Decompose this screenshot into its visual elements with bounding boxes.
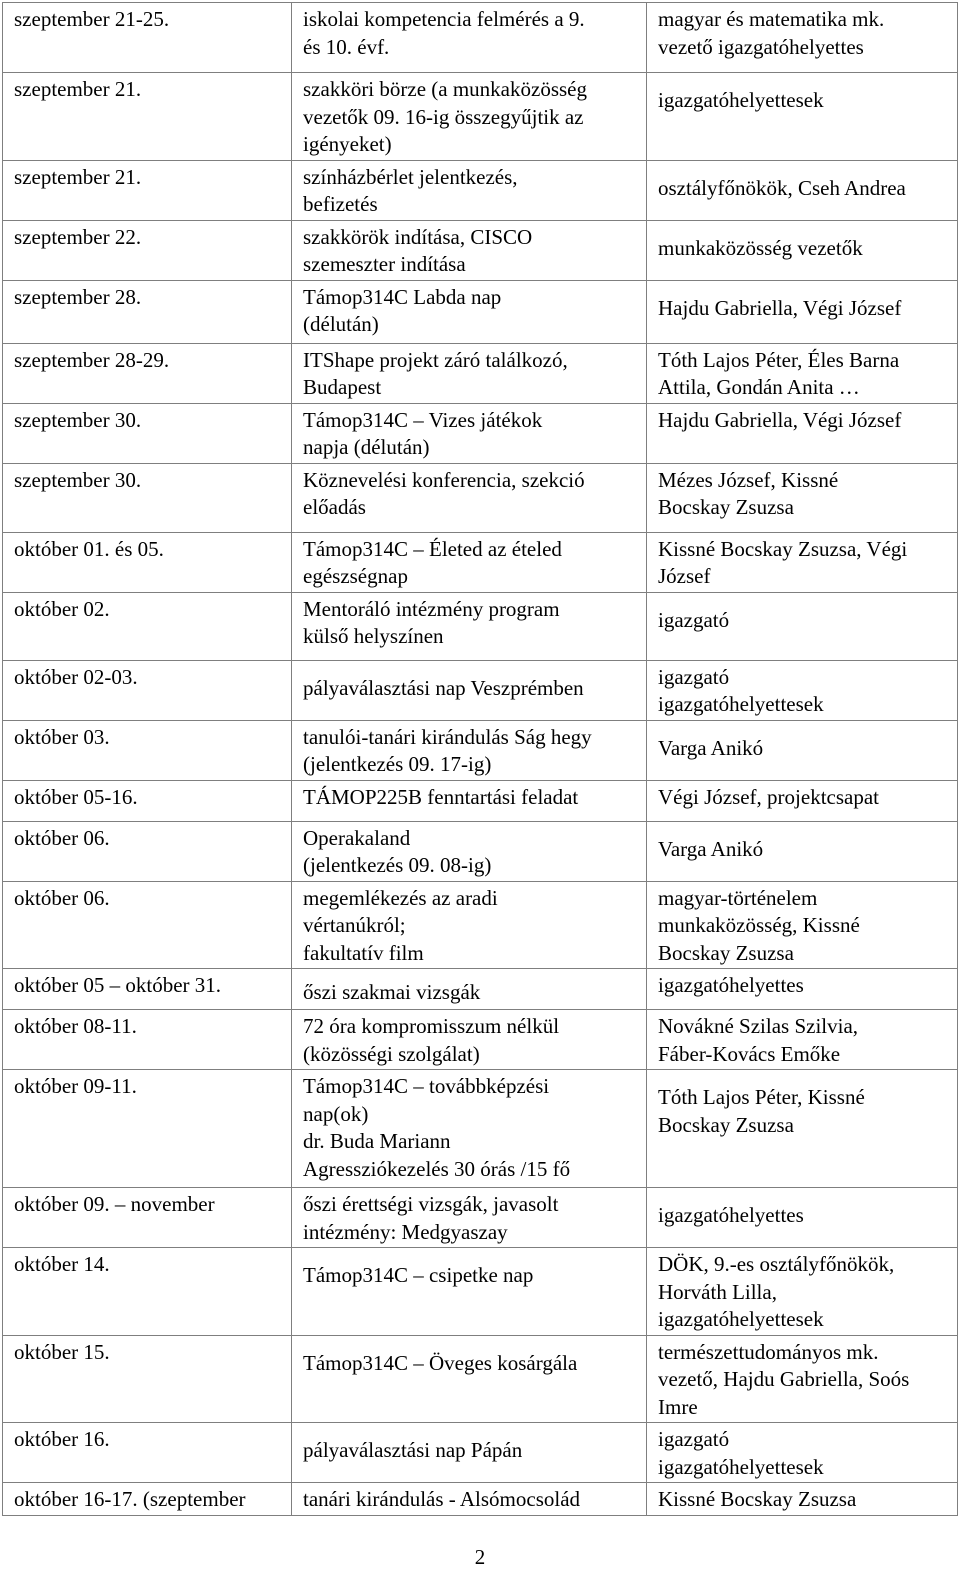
responsible-cell	[647, 592, 958, 660]
event-cell	[292, 780, 647, 821]
responsible-cell	[647, 280, 958, 343]
date-cell	[3, 1248, 292, 1336]
schedule-row	[3, 821, 958, 881]
date-cell	[3, 463, 292, 532]
event-cell-line: Budapest	[303, 375, 382, 399]
event-cell-line: iskolai kompetencia felmérés a 9.	[303, 7, 585, 31]
schedule-row	[3, 1483, 958, 1516]
event-cell-line: TÁMOP225B fenntartási feladat	[303, 784, 579, 809]
date-cell	[3, 780, 292, 821]
date-cell	[3, 73, 292, 161]
event-cell	[292, 73, 647, 161]
event-cell-line: (jelentkezés 09. 08-ig)	[303, 853, 492, 877]
date-cell	[3, 720, 292, 780]
date-cell	[3, 280, 292, 343]
event-cell-line: pályaválasztási nap Veszprémben	[303, 675, 584, 700]
event-cell	[292, 1010, 647, 1070]
event-cell	[292, 660, 647, 720]
event-cell-line: Támop314C – Életed az ételed	[303, 536, 562, 561]
responsible-cell-line: Bocskay Zsuzsa	[658, 940, 794, 965]
schedule-row	[3, 73, 958, 161]
date-cell	[3, 1423, 292, 1483]
date-cell-line: október 15.	[14, 1339, 110, 1364]
schedule-body	[3, 3, 958, 1516]
event-cell-line: megemlékezés az aradi	[303, 885, 498, 910]
event-cell-line: szakköri börze (a munkaközösség	[303, 77, 587, 101]
event-cell-line: és 10. évf.	[303, 34, 390, 59]
responsible-cell	[647, 1483, 958, 1516]
schedule-row	[3, 881, 958, 969]
event-cell-line: színházbérlet jelentkezés,	[303, 164, 518, 189]
date-cell	[3, 160, 292, 220]
event-cell	[292, 1335, 647, 1423]
event-cell	[292, 1070, 647, 1188]
responsible-cell-line: DÖK, 9.-es osztályfőnökök,	[658, 1252, 895, 1276]
responsible-cell	[647, 969, 958, 1010]
date-cell-line: október 05 – október 31.	[14, 973, 222, 997]
responsible-cell	[647, 881, 958, 969]
schedule-row	[3, 1248, 958, 1336]
date-cell-line: október 02.	[14, 596, 110, 621]
date-cell-line: szeptember 21.	[14, 77, 142, 101]
responsible-cell	[647, 343, 958, 403]
responsible-cell-line: igazgatóhelyettesek	[658, 88, 824, 112]
responsible-cell-line: Fáber-Kovács Emőke	[658, 1041, 841, 1066]
event-cell-line: Agressziókezelés 30 órás /15 fő	[303, 1156, 571, 1181]
event-cell-line: Operakaland	[303, 825, 411, 850]
date-cell-line: szeptember 28-29.	[14, 347, 170, 372]
responsible-cell	[647, 463, 958, 532]
event-cell	[292, 720, 647, 780]
event-cell-line: intézmény: Medgyaszay	[303, 1219, 508, 1244]
event-cell-line: előadás	[303, 495, 366, 519]
schedule-row	[3, 463, 958, 532]
schedule-row	[3, 280, 958, 343]
schedule-row	[3, 1188, 958, 1248]
date-cell	[3, 881, 292, 969]
event-cell	[292, 220, 647, 280]
date-cell-line: szeptember 30.	[14, 467, 142, 492]
event-cell	[292, 1248, 647, 1336]
date-cell-line: október 06.	[14, 825, 110, 850]
page-number: 2	[474, 1545, 486, 1569]
schedule-row	[3, 1335, 958, 1423]
event-cell-line: Támop314C – Vizes játékok	[303, 407, 543, 432]
responsible-cell-line: igazgató	[658, 607, 730, 632]
event-cell-line: befizetés	[303, 192, 378, 216]
event-cell-line: vezetők 09. 16-ig összegyűjtik az	[303, 104, 584, 129]
event-cell-line: külső helyszínen	[303, 624, 444, 648]
event-cell-line: őszi szakmai vizsgák	[303, 980, 481, 1004]
event-cell-line: ITShape projekt záró találkozó,	[303, 347, 568, 372]
date-cell-line: október 09. – november	[14, 1192, 215, 1216]
responsible-cell	[647, 1248, 958, 1336]
event-cell-line: pályaválasztási nap Pápán	[303, 1438, 523, 1462]
event-cell	[292, 403, 647, 463]
event-cell-line: egészségnap	[303, 564, 408, 588]
date-cell-line: szeptember 22.	[14, 224, 142, 249]
responsible-cell-line: igazgató	[658, 664, 730, 689]
responsible-cell-line: Kissné Bocskay Zsuzsa	[658, 1487, 857, 1511]
event-cell-line: 72 óra kompromisszum nélkül	[303, 1014, 560, 1038]
schedule-row	[3, 532, 958, 592]
event-cell	[292, 463, 647, 532]
date-cell-line: október 16-17. (szeptember	[14, 1487, 246, 1511]
event-cell-line: Támop314C Labda nap	[303, 284, 502, 309]
responsible-cell-line: Végi József, projektcsapat	[658, 784, 880, 809]
date-cell	[3, 1188, 292, 1248]
date-cell-line: október 02-03.	[14, 664, 138, 689]
date-cell-line: október 09-11.	[14, 1074, 137, 1098]
event-cell	[292, 969, 647, 1010]
event-cell	[292, 1188, 647, 1248]
schedule-row	[3, 1423, 958, 1483]
schedule-row	[3, 780, 958, 821]
date-cell-line: október 06.	[14, 885, 110, 910]
event-cell-line: (közösségi szolgálat)	[303, 1041, 480, 1066]
responsible-cell-line: természettudományos mk.	[658, 1339, 879, 1364]
schedule-table	[2, 2, 958, 1516]
responsible-cell	[647, 1335, 958, 1423]
responsible-cell-line: osztályfőnökök, Cseh Andrea	[658, 175, 906, 200]
event-cell-line: nap(ok)	[303, 1101, 369, 1126]
event-cell-line: (délután)	[303, 312, 379, 336]
schedule-row	[3, 220, 958, 280]
schedule-row	[3, 969, 958, 1010]
schedule-row	[3, 403, 958, 463]
responsible-cell-line: igazgató	[658, 1427, 730, 1451]
responsible-cell	[647, 160, 958, 220]
event-cell	[292, 3, 647, 73]
responsible-cell-line: Attila, Gondán Anita …	[658, 375, 860, 399]
date-cell	[3, 821, 292, 881]
responsible-cell-line: igazgatóhelyettes	[658, 1203, 804, 1227]
event-cell	[292, 1483, 647, 1516]
date-cell	[3, 403, 292, 463]
event-cell-line: vértanúkról;	[303, 913, 406, 937]
responsible-cell-line: munkaközösség, Kissné	[658, 913, 860, 937]
schedule-row	[3, 592, 958, 660]
responsible-cell-line: Varga Anikó	[658, 735, 764, 760]
date-cell-line: október 14.	[14, 1252, 110, 1276]
responsible-cell-line: Tóth Lajos Péter, Éles Barna	[658, 347, 900, 372]
responsible-cell	[647, 532, 958, 592]
responsible-cell-line: igazgatóhelyettes	[658, 973, 804, 997]
date-cell-line: október 08-11.	[14, 1014, 137, 1038]
schedule-row	[3, 3, 958, 73]
date-cell	[3, 1483, 292, 1516]
date-cell	[3, 532, 292, 592]
event-cell	[292, 592, 647, 660]
responsible-cell	[647, 1423, 958, 1483]
event-cell-line: Támop314C – csipetke nap	[303, 1263, 534, 1287]
date-cell-line: szeptember 21.	[14, 164, 142, 189]
date-cell	[3, 1010, 292, 1070]
date-cell-line: szeptember 21-25.	[14, 7, 170, 31]
responsible-cell-line: igazgatóhelyettesek	[658, 692, 824, 716]
event-cell-line: tanulói-tanári kirándulás Ság hegy	[303, 724, 592, 749]
event-cell-line: napja (délután)	[303, 435, 430, 459]
event-cell-line: Köznevelési konferencia, szekció	[303, 467, 585, 492]
date-cell	[3, 1070, 292, 1188]
date-cell	[3, 1335, 292, 1423]
responsible-cell	[647, 1188, 958, 1248]
responsible-cell-line: József	[658, 564, 711, 588]
event-cell-line: Mentoráló intézmény program	[303, 596, 560, 621]
responsible-cell-line: Mézes József, Kissné	[658, 467, 839, 492]
event-cell-line: fakultatív film	[303, 940, 424, 965]
date-cell-line: szeptember 30.	[14, 407, 142, 432]
date-cell	[3, 660, 292, 720]
responsible-cell	[647, 1070, 958, 1188]
responsible-cell-line: munkaközösség vezetők	[658, 235, 863, 260]
event-cell-line: igényeket)	[303, 132, 392, 156]
event-cell-line: szakkörök indítása, CISCO	[303, 224, 533, 249]
responsible-cell-line: Bocskay Zsuzsa	[658, 495, 794, 519]
date-cell-line: október 01. és 05.	[14, 536, 164, 561]
event-cell	[292, 1423, 647, 1483]
responsible-cell	[647, 3, 958, 73]
responsible-cell	[647, 660, 958, 720]
date-cell	[3, 220, 292, 280]
responsible-cell-line: Horváth Lilla,	[658, 1279, 777, 1304]
event-cell-line: Támop314C – Öveges kosárgála	[303, 1350, 578, 1375]
responsible-cell	[647, 1010, 958, 1070]
event-cell-line: dr. Buda Mariann	[303, 1129, 451, 1153]
date-cell-line: október 16.	[14, 1427, 110, 1451]
date-cell-line: október 05-16.	[14, 784, 138, 809]
event-cell	[292, 160, 647, 220]
schedule-row	[3, 1010, 958, 1070]
responsible-cell-line: igazgatóhelyettesek	[658, 1307, 824, 1331]
event-cell	[292, 881, 647, 969]
responsible-cell-line: vezető, Hajdu Gabriella, Soós	[658, 1367, 910, 1391]
responsible-cell-line: Hajdu Gabriella, Végi József	[658, 295, 902, 320]
event-cell-line: (jelentkezés 09. 17-ig)	[303, 752, 492, 776]
event-cell-line: őszi érettségi vizsgák, javasolt	[303, 1192, 559, 1216]
responsible-cell-line: magyar és matematika mk.	[658, 7, 885, 31]
responsible-cell-line: Bocskay Zsuzsa	[658, 1112, 794, 1137]
responsible-cell	[647, 220, 958, 280]
responsible-cell-line: igazgatóhelyettesek	[658, 1454, 824, 1479]
responsible-cell-line: Hajdu Gabriella, Végi József	[658, 407, 902, 432]
date-cell	[3, 592, 292, 660]
schedule-row	[3, 160, 958, 220]
responsible-cell	[647, 73, 958, 161]
event-cell	[292, 343, 647, 403]
date-cell	[3, 969, 292, 1010]
date-cell-line: szeptember 28.	[14, 284, 142, 309]
responsible-cell-line: Kissné Bocskay Zsuzsa, Végi	[658, 536, 908, 561]
responsible-cell	[647, 403, 958, 463]
responsible-cell-line: Tóth Lajos Péter, Kissné	[658, 1085, 865, 1109]
schedule-row	[3, 343, 958, 403]
responsible-cell-line: Imre	[658, 1394, 698, 1419]
event-cell	[292, 280, 647, 343]
responsible-cell	[647, 780, 958, 821]
date-cell-line: október 03.	[14, 724, 110, 749]
event-cell-line: tanári kirándulás - Alsómocsolád	[303, 1487, 581, 1511]
schedule-row	[3, 660, 958, 720]
event-cell-line: Támop314C – továbbképzési	[303, 1074, 550, 1098]
event-cell-line: szemeszter indítása	[303, 252, 466, 276]
responsible-cell-line: Varga Anikó	[658, 836, 764, 861]
responsible-cell-line: vezető igazgatóhelyettes	[658, 34, 864, 59]
responsible-cell-line: Novákné Szilas Szilvia,	[658, 1014, 859, 1038]
event-cell	[292, 821, 647, 881]
date-cell	[3, 343, 292, 403]
responsible-cell-line: magyar-történelem	[658, 885, 818, 910]
schedule-row	[3, 1070, 958, 1188]
date-cell	[3, 3, 292, 73]
schedule-row	[3, 720, 958, 780]
event-cell	[292, 532, 647, 592]
responsible-cell	[647, 821, 958, 881]
responsible-cell	[647, 720, 958, 780]
